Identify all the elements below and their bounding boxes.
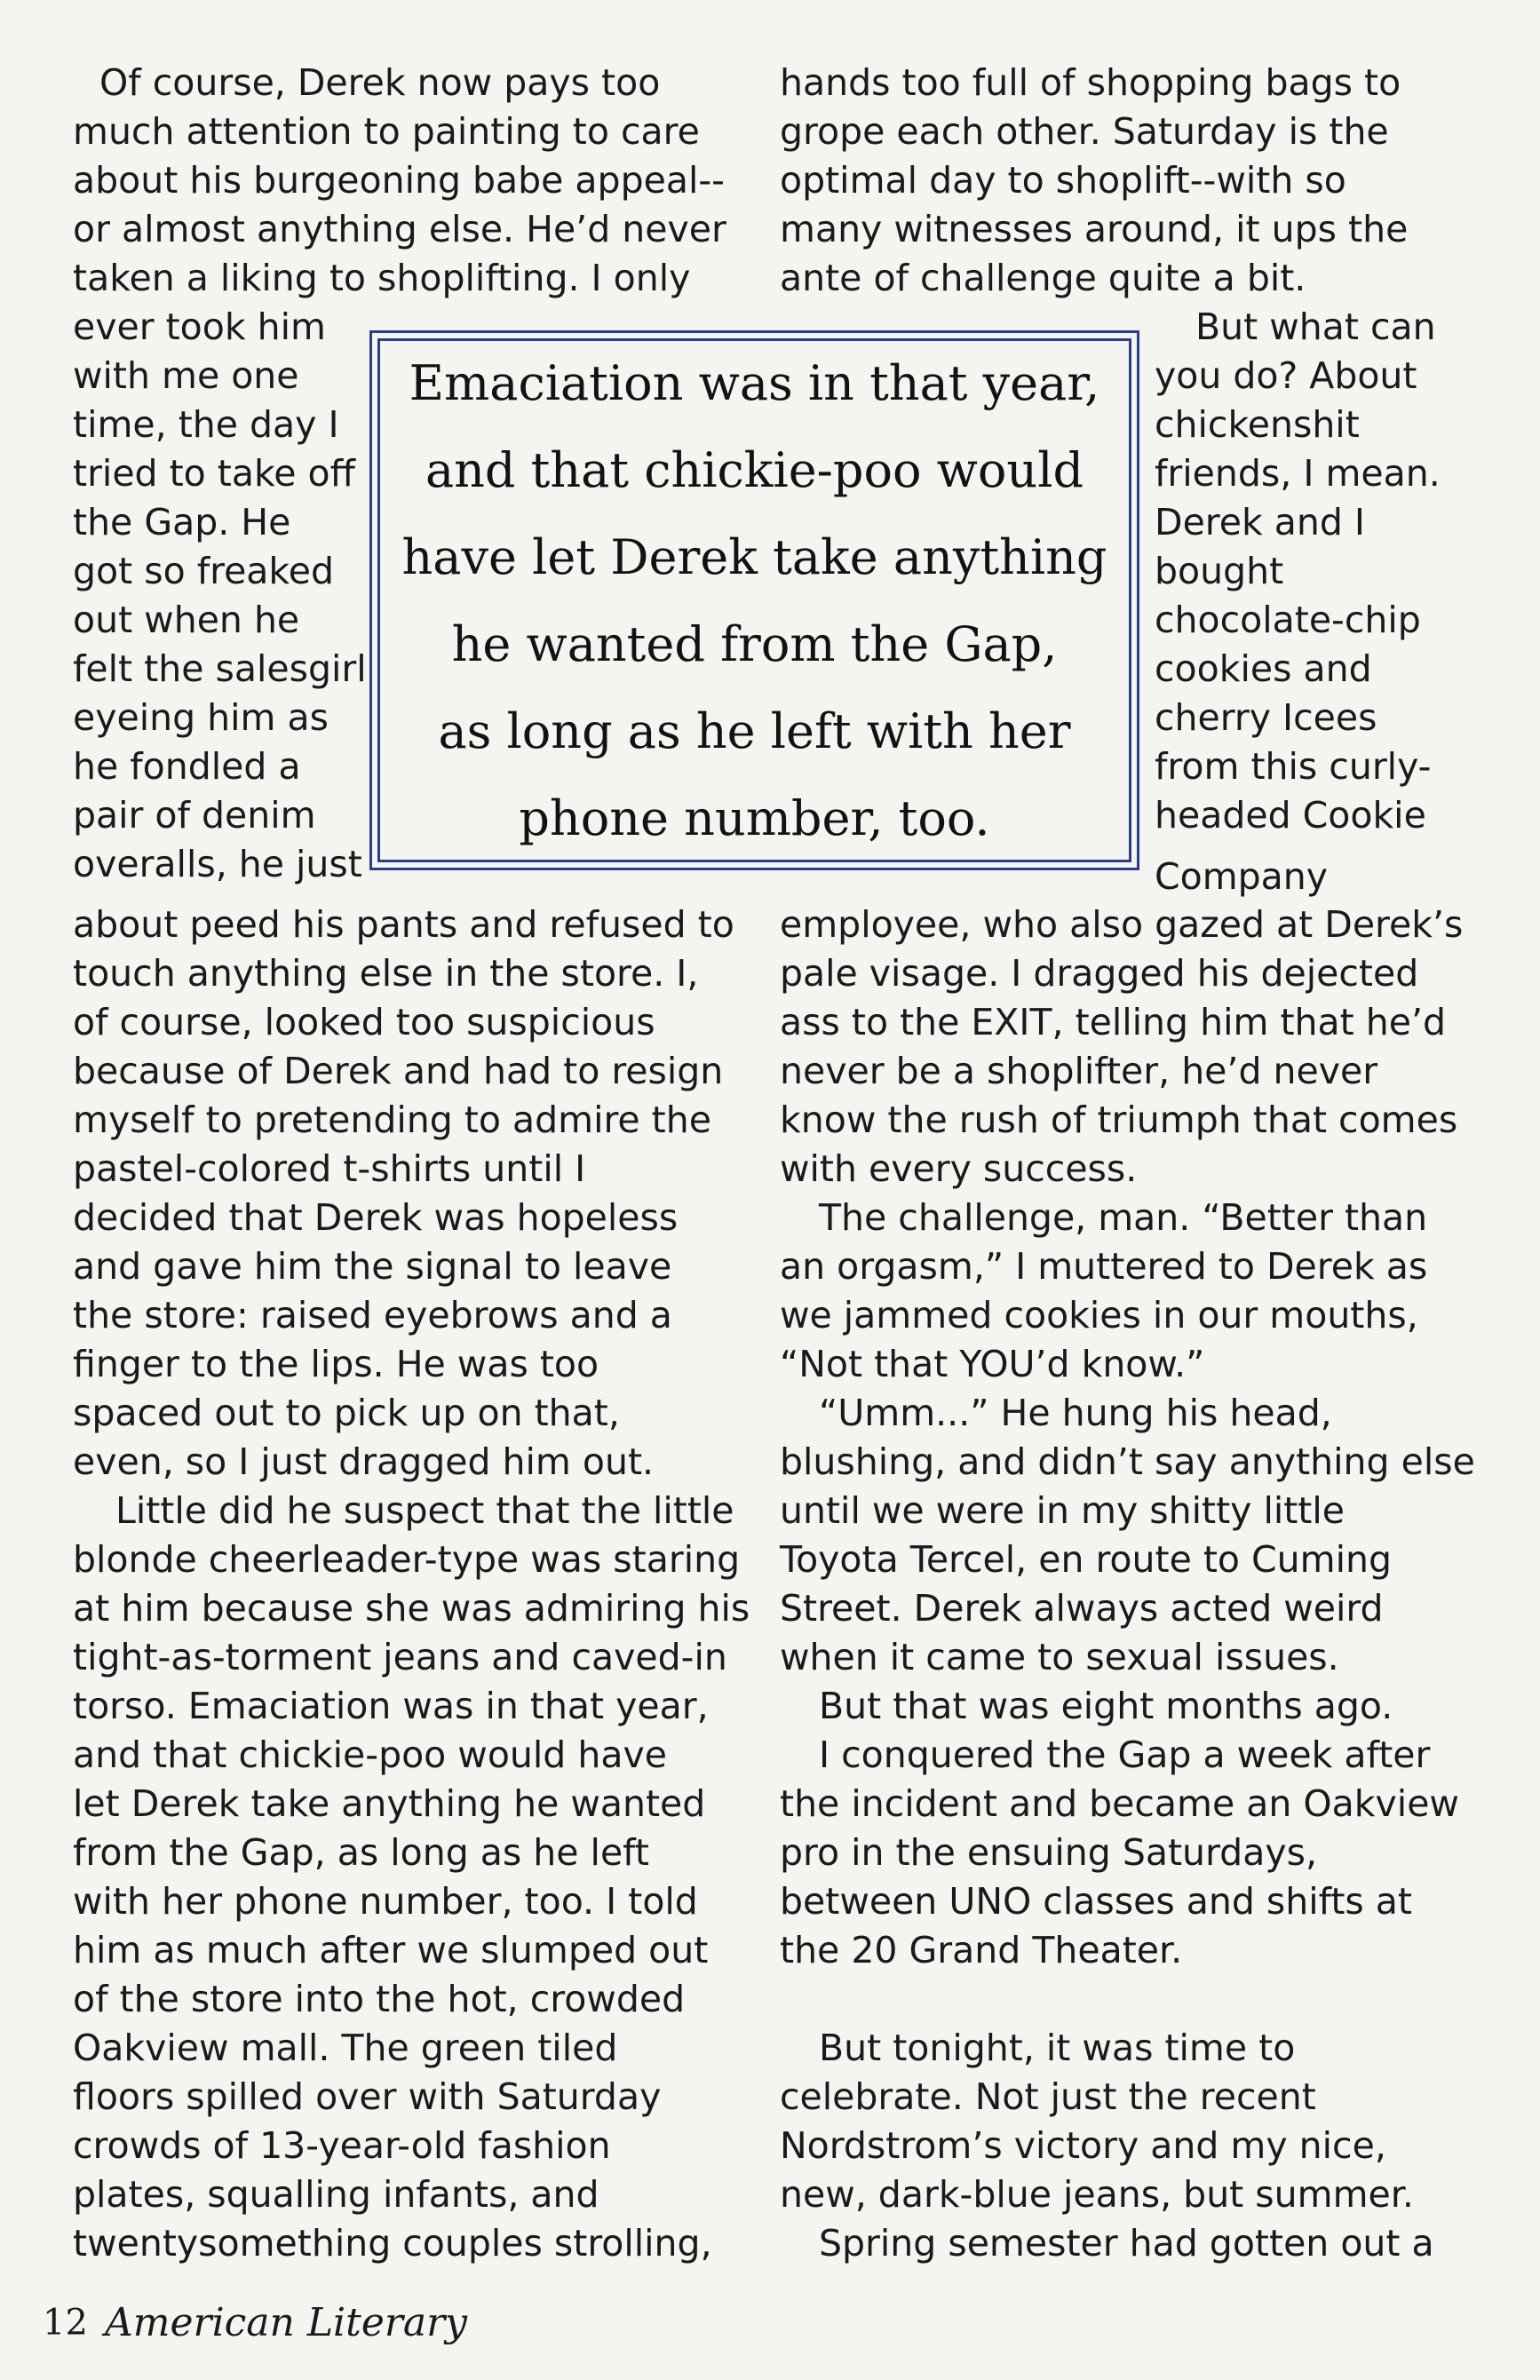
- left-line: from the Gap, as long as he left: [73, 1831, 649, 1874]
- left-line: plates, squalling infants, and: [73, 2173, 599, 2216]
- right-line: many witnesses around, it ups the: [780, 208, 1409, 250]
- right-line: But what can: [1195, 305, 1436, 348]
- left-line: twentysomething couples strolling,: [73, 2222, 712, 2265]
- right-line: bought: [1155, 550, 1284, 592]
- pull-quote-line: have let Derek take anything: [401, 529, 1107, 585]
- right-line: Street. Derek always acted weird: [780, 1587, 1384, 1630]
- pull-quote-line: he wanted from the Gap,: [451, 616, 1058, 672]
- right-line: ass to the EXIT, telling him that he’d: [780, 1001, 1447, 1043]
- right-line: from this curly-: [1155, 745, 1432, 788]
- right-line: when it came to sexual issues.: [780, 1636, 1339, 1678]
- right-line: Spring semester had gotten out a: [819, 2222, 1434, 2265]
- left-line: let Derek take anything he wanted: [73, 1782, 706, 1825]
- left-line: of course, looked too suspicious: [73, 1001, 655, 1043]
- left-line: with me one: [73, 354, 299, 397]
- right-line: employee, who also gazed at Derek’s: [780, 903, 1464, 946]
- left-line: crowds of 13-year-old fashion: [73, 2124, 611, 2167]
- left-line: because of Derek and had to resign: [73, 1050, 724, 1092]
- right-line: Company: [1155, 855, 1329, 898]
- right-line: until we were in my shitty little: [780, 1489, 1346, 1532]
- left-line: or almost anything else. He’d never: [73, 208, 726, 250]
- right-line: pro in the ensuing Saturdays,: [780, 1831, 1317, 1874]
- left-line: myself to pretending to admire the: [73, 1099, 711, 1141]
- right-line: chickenshit: [1155, 403, 1360, 446]
- right-line: between UNO classes and shifts at: [780, 1880, 1412, 1923]
- right-line: the incident and became an Oakview: [780, 1782, 1459, 1825]
- right-line: “Umm...” He hung his head,: [819, 1392, 1332, 1434]
- left-line: even, so I just dragged him out.: [73, 1440, 655, 1483]
- right-line: chocolate-chip: [1155, 599, 1421, 641]
- pull-quote-line: as long as he left with her: [438, 703, 1071, 759]
- left-line: overalls, he just: [73, 843, 362, 885]
- pull-quote: [369, 330, 1139, 870]
- right-line: But tonight, it was time to: [819, 2027, 1296, 2069]
- right-line: cookies and: [1155, 647, 1372, 690]
- right-line: know the rush of triumph that comes: [780, 1099, 1458, 1141]
- left-line: finger to the lips. He was too: [73, 1343, 599, 1385]
- right-line: grope each other. Saturday is the: [780, 110, 1389, 153]
- right-line: with every success.: [780, 1147, 1138, 1190]
- left-line: felt the salesgirl: [73, 647, 367, 690]
- left-line: spaced out to pick up on that,: [73, 1392, 620, 1434]
- left-line: touch anything else in the store. I,: [73, 952, 699, 995]
- right-line: Derek and I: [1155, 501, 1366, 543]
- publication-name: American Literary: [105, 2300, 468, 2345]
- left-line: tried to take off: [73, 452, 355, 495]
- left-line: pastel-colored t-shirts until I: [73, 1147, 586, 1190]
- left-line: the store: raised eyebrows and a: [73, 1294, 672, 1337]
- right-line: ante of challenge quite a bit.: [780, 257, 1306, 299]
- right-line: new, dark-blue jeans, but summer.: [780, 2173, 1414, 2216]
- right-line: celebrate. Not just the recent: [780, 2075, 1316, 2118]
- left-line: ever took him: [73, 305, 326, 348]
- left-line: Of course, Derek now pays too: [99, 61, 661, 104]
- left-line: Little did he suspect that the little: [115, 1489, 734, 1532]
- right-line: Toyota Tercel, en route to Cuming: [780, 1538, 1392, 1581]
- left-line: of the store into the hot, crowded: [73, 1978, 686, 2020]
- right-line: But that was eight months ago.: [819, 1685, 1393, 1727]
- right-line: never be a shoplifter, he’d never: [780, 1050, 1378, 1092]
- left-line: and that chickie-poo would have: [73, 1733, 667, 1776]
- left-line: blonde cheerleader-type was staring: [73, 1538, 741, 1581]
- right-line: Nordstrom’s victory and my nice,: [780, 2124, 1386, 2167]
- right-line: headed Cookie: [1155, 794, 1426, 837]
- left-line: time, the day I: [73, 403, 339, 446]
- left-line: floors spilled over with Saturday: [73, 2075, 662, 2118]
- right-line: The challenge, man. “Better than: [819, 1196, 1428, 1239]
- left-line: and gave him the signal to leave: [73, 1245, 672, 1288]
- right-line: an orgasm,” I muttered to Derek as: [780, 1245, 1428, 1288]
- left-line: about peed his pants and refused to: [73, 903, 734, 946]
- page-number: 12: [43, 2302, 88, 2344]
- pull-quote-line: phone number, too.: [519, 790, 990, 846]
- right-line: friends, I mean.: [1155, 452, 1441, 495]
- right-line: “Not that YOU’d know.”: [780, 1343, 1205, 1385]
- left-line: much attention to painting to care: [73, 110, 700, 153]
- right-line: blushing, and didn’t say anything else: [780, 1440, 1475, 1483]
- right-line: pale visage. I dragged his dejected: [780, 952, 1419, 995]
- left-line: with her phone number, too. I told: [73, 1880, 698, 1923]
- left-line: him as much after we slumped out: [73, 1929, 709, 1971]
- left-line: decided that Derek was hopeless: [73, 1196, 679, 1239]
- left-line: at him because she was admiring his: [73, 1587, 750, 1630]
- right-line: I conquered the Gap a week after: [819, 1733, 1431, 1776]
- pull-quote-line: and that chickie-poo would: [425, 442, 1084, 498]
- right-line: hands too full of shopping bags to: [780, 61, 1401, 104]
- right-line: the 20 Grand Theater.: [780, 1929, 1183, 1971]
- left-line: tight-as-torment jeans and caved-in: [73, 1636, 727, 1678]
- right-line: you do? About: [1155, 354, 1417, 397]
- right-line: we jammed cookies in our mouths,: [780, 1294, 1418, 1337]
- right-line: cherry Icees: [1155, 696, 1377, 739]
- left-line: taken a liking to shoplifting. I only: [73, 257, 691, 299]
- left-line: the Gap. He: [73, 501, 291, 543]
- left-line: Oakview mall. The green tiled: [73, 2027, 618, 2069]
- pull-quote-line: Emaciation was in that year,: [409, 355, 1100, 411]
- left-line: about his burgeoning babe appeal--: [73, 159, 725, 202]
- left-line: torso. Emaciation was in that year,: [73, 1685, 709, 1727]
- left-line: eyeing him as: [73, 696, 329, 739]
- left-line: out when he: [73, 599, 300, 641]
- left-line: pair of denim: [73, 794, 316, 837]
- left-line: got so freaked: [73, 550, 334, 592]
- page-footer: [43, 2300, 467, 2359]
- right-line: optimal day to shoplift--with so: [780, 159, 1346, 202]
- left-line: he fondled a: [73, 745, 301, 788]
